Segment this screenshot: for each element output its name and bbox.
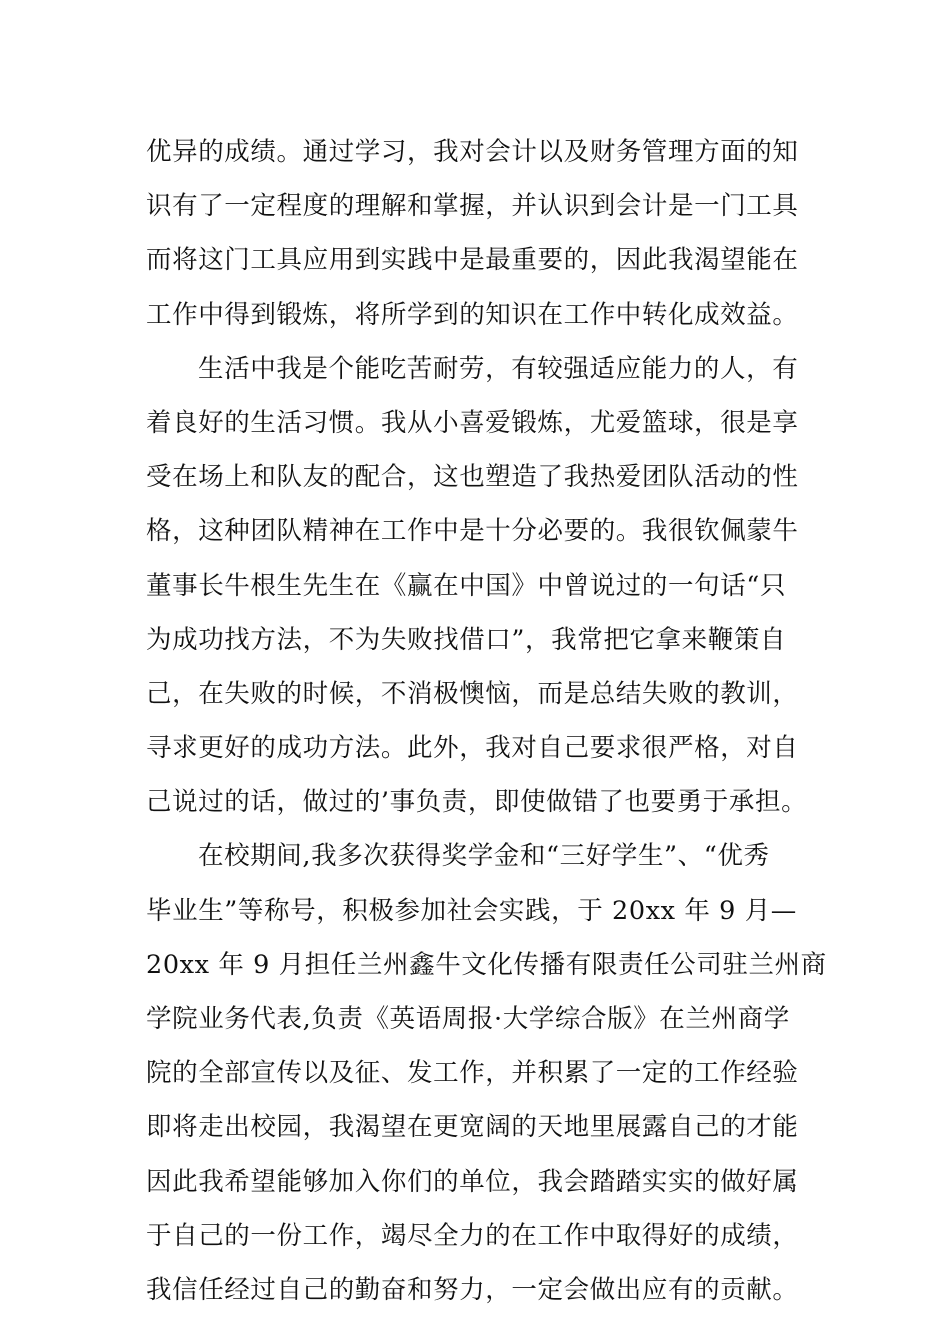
text-line: 20xx 年 9 月担任兰州鑫牛文化传播有限责任公司驻兰州商 bbox=[146, 949, 827, 980]
text-line: 董事长牛根生先生在《赢在中国》中曾说过的一句话“只 bbox=[146, 570, 787, 601]
text-line: 院的全部宣传以及征、发工作，并积累了一定的工作经验 bbox=[146, 1058, 799, 1089]
text-line: 己说过的话，做过的’事负责，即使做错了也要勇于承担。 bbox=[146, 787, 808, 818]
text-line: 工作中得到锻炼，将所学到的知识在工作中转化成效益。 bbox=[146, 299, 799, 330]
paragraph-start-line: 在校期间,我多次获得奖学金和“三好学生”、“优秀 bbox=[198, 841, 770, 872]
text-line: 为成功找方法，不为失败找借口”，我常把它拿来鞭策自 bbox=[146, 624, 787, 655]
text-line: 着良好的生活习惯。我从小喜爱锻炼，尤爱篮球，很是享 bbox=[146, 407, 799, 438]
text-line: 格，这种团队精神在工作中是十分必要的。我很钦佩蒙牛 bbox=[146, 516, 799, 547]
text-line: 优异的成绩。通过学习，我对会计以及财务管理方面的知 bbox=[146, 137, 799, 167]
text-line: 受在场上和队友的配合，这也塑造了我热爱团队活动的性 bbox=[146, 462, 799, 493]
text-line: 寻求更好的成功方法。此外，我对自己要求很严格，对自 bbox=[146, 733, 799, 764]
text-line: 而将这门工具应用到实践中是最重要的，因此我渴望能在 bbox=[146, 245, 799, 276]
text-line: 我信任经过自己的勤奋和努力，一定会做出应有的贡献。 bbox=[146, 1274, 799, 1305]
text-line: 于自己的一份工作，竭尽全力的在工作中取得好的成绩， bbox=[146, 1220, 799, 1251]
text-line: 因此我希望能够加入你们的单位，我会踏踏实实的做好属 bbox=[146, 1166, 799, 1197]
text-line: 毕业生”等称号，积极参加社会实践，于 20xx 年 9 月— bbox=[146, 895, 797, 926]
text-line: 学院业务代表,负责《英语周报·大学综合版》在兰州商学 bbox=[146, 1004, 790, 1034]
paragraph-start-line: 生活中我是个能吃苦耐劳，有较强适应能力的人，有 bbox=[198, 353, 799, 384]
text-line: 己，在失败的时候，不消极懊恼，而是总结失败的教训， bbox=[146, 678, 799, 709]
body-text bbox=[146, 125, 827, 1317]
text-line: 即将走出校园，我渴望在更宽阔的天地里展露自己的才能 bbox=[146, 1112, 799, 1143]
text-line: 识有了一定程度的理解和掌握，并认识到会计是一门工具 bbox=[146, 191, 799, 222]
